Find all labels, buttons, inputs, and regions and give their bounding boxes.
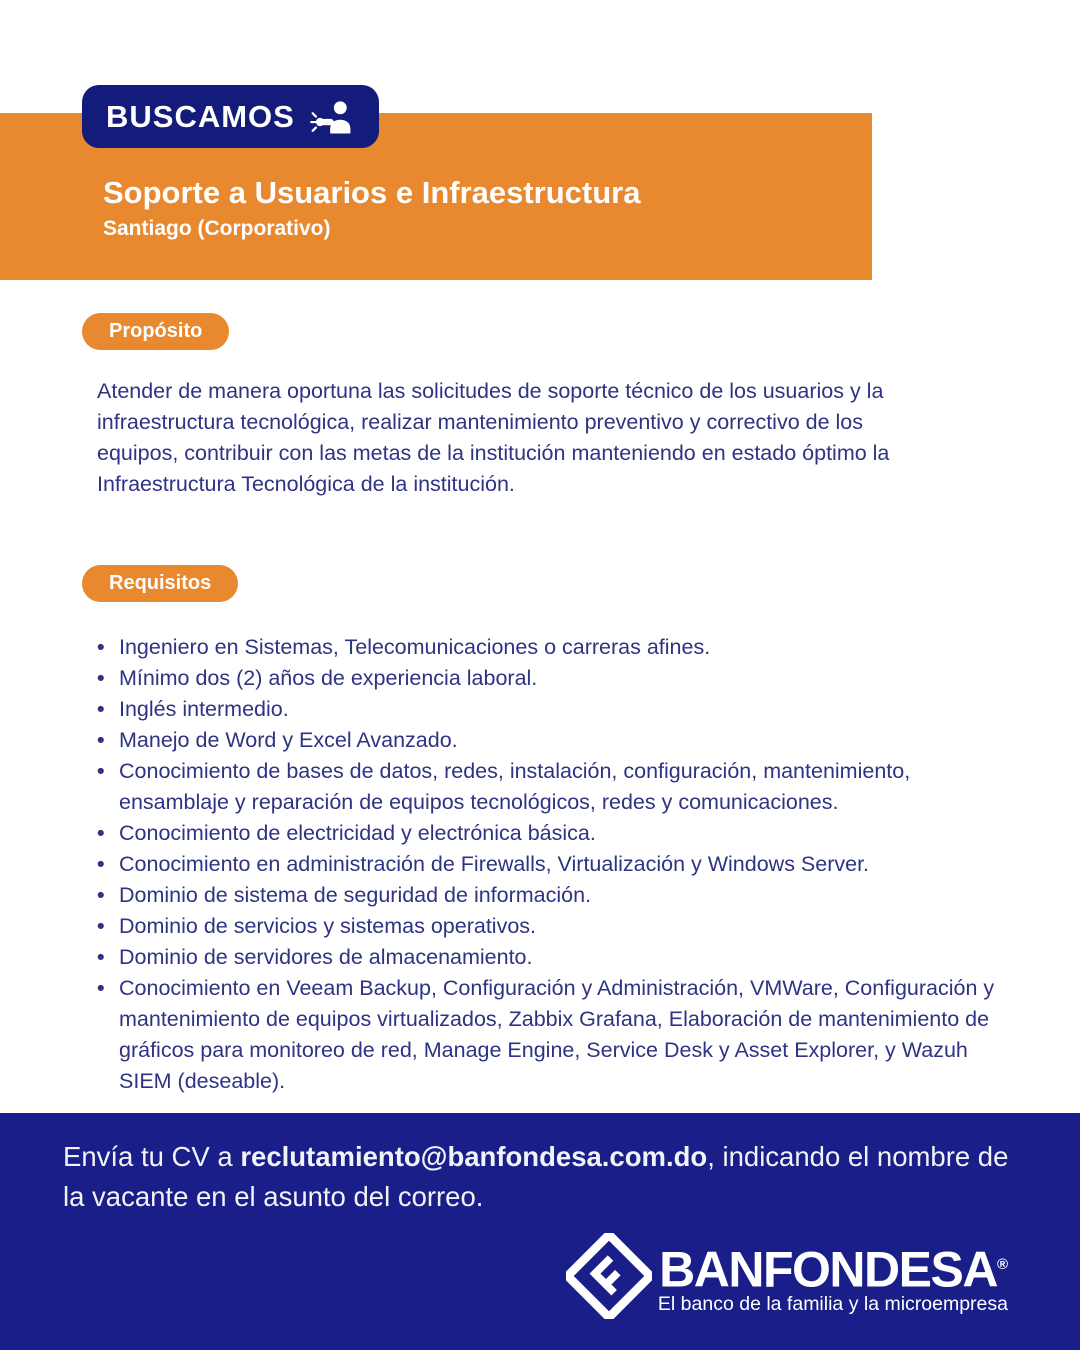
bullet-dot: •	[97, 914, 105, 938]
bullet-dot: •	[97, 635, 105, 659]
email-link[interactable]: reclutamiento@banfondesa.com.do	[240, 1141, 708, 1172]
bullet-dot: •	[97, 883, 105, 907]
requirement-item	[97, 942, 1002, 973]
requirement-item	[97, 973, 1002, 1097]
requirements-section	[82, 565, 1032, 1097]
requirement-item	[97, 911, 1002, 942]
banfondesa-logo	[566, 1233, 1008, 1324]
requirement-item	[97, 663, 1002, 694]
requisitos-pill: Requisitos	[82, 565, 238, 602]
requirement-text: Conocimiento en administración de Firewalls, Virtualización y Windows Server.	[119, 852, 870, 876]
logo-text-wrap	[658, 1241, 1008, 1317]
bullet-dot: •	[97, 821, 105, 845]
requirement-text: Inglés intermedio.	[119, 697, 289, 721]
requirement-text: Dominio de sistema de seguridad de información.	[119, 883, 592, 907]
bullet-dot: •	[97, 666, 105, 690]
requirement-item	[97, 756, 1002, 818]
requirement-text: Ingeniero en Sistemas, Telecomunicaciones o carreras afines.	[119, 635, 711, 659]
requirement-item	[97, 818, 1002, 849]
requirement-text: Conocimiento de bases de datos, redes, instalación, configuración, mantenimiento, ensamblaje y reparación de equipos tecnológicos, redes y comunicaciones.	[119, 759, 911, 814]
requirement-text: Conocimiento de electricidad y electrónica básica.	[119, 821, 596, 845]
registered-mark: ®	[996, 1255, 1008, 1273]
requirement-text: Mínimo dos (2) años de experiencia laboral.	[119, 666, 538, 690]
requirement-item	[97, 849, 1002, 880]
job-location: Santiago (Corporativo)	[103, 217, 331, 240]
buscamos-label: BUSCAMOS	[106, 98, 295, 134]
bullet-dot: •	[97, 976, 105, 1000]
waving-person-icon	[309, 100, 355, 134]
proposito-pill: Propósito	[82, 313, 229, 350]
bullet-dot: •	[97, 759, 105, 783]
requirement-item	[97, 694, 1002, 725]
requirement-text: Dominio de servicios y sistemas operativos.	[119, 914, 537, 938]
purpose-section	[82, 313, 1012, 500]
footer	[0, 1113, 1080, 1350]
banfondesa-tagline: El banco de la familia y la microempresa	[657, 1293, 1008, 1316]
requirement-text: Dominio de servidores de almacenamiento.	[119, 945, 533, 969]
cta-suffix: , indicando el nombre de la vacante en el asunto del correo.	[63, 1141, 1009, 1212]
bullet-dot: •	[97, 945, 105, 969]
banfondesa-wordmark	[659, 1241, 1008, 1298]
bullet-dot: •	[97, 728, 105, 752]
banfondesa-diamond-icon	[566, 1233, 652, 1324]
cta-prefix: Envía tu CV a	[63, 1141, 241, 1172]
job-title: Soporte a Usuarios e Infraestructura	[103, 175, 641, 210]
requirement-text: Conocimiento en Veeam Backup, Configuración y Administración, VMWare, Configuración y mantenimiento de equipos virtualizados, Zabbix Grafana, Elaboración de mantenimiento de gráficos para monitoreo de red, Manage Engine, Service Desk y Asset Explorer, y Wazuh SIEM (deseable).	[119, 976, 995, 1093]
requirement-text: Manejo de Word y Excel Avanzado.	[119, 728, 458, 752]
purpose-text: Atender de manera oportuna las solicitudes de soporte técnico de los usuarios y la infraestructura tecnológica, realizar mantenimiento preventivo y correctivo de los equipos, contribuir con las metas de la institución manteniendo en estado óptimo la Infraestructura Tecnológica de la institución.	[97, 379, 890, 496]
buscamos-badge	[82, 85, 379, 148]
requirement-item	[97, 632, 1002, 663]
bullet-dot: •	[97, 697, 105, 721]
bullet-dot: •	[97, 852, 105, 876]
banfondesa-wordmark-text: BANFONDESA	[659, 1241, 997, 1298]
requirement-item	[97, 880, 1002, 911]
requirement-item	[97, 725, 1002, 756]
cta-text	[63, 1137, 1023, 1217]
requirements-list	[97, 632, 1002, 1097]
